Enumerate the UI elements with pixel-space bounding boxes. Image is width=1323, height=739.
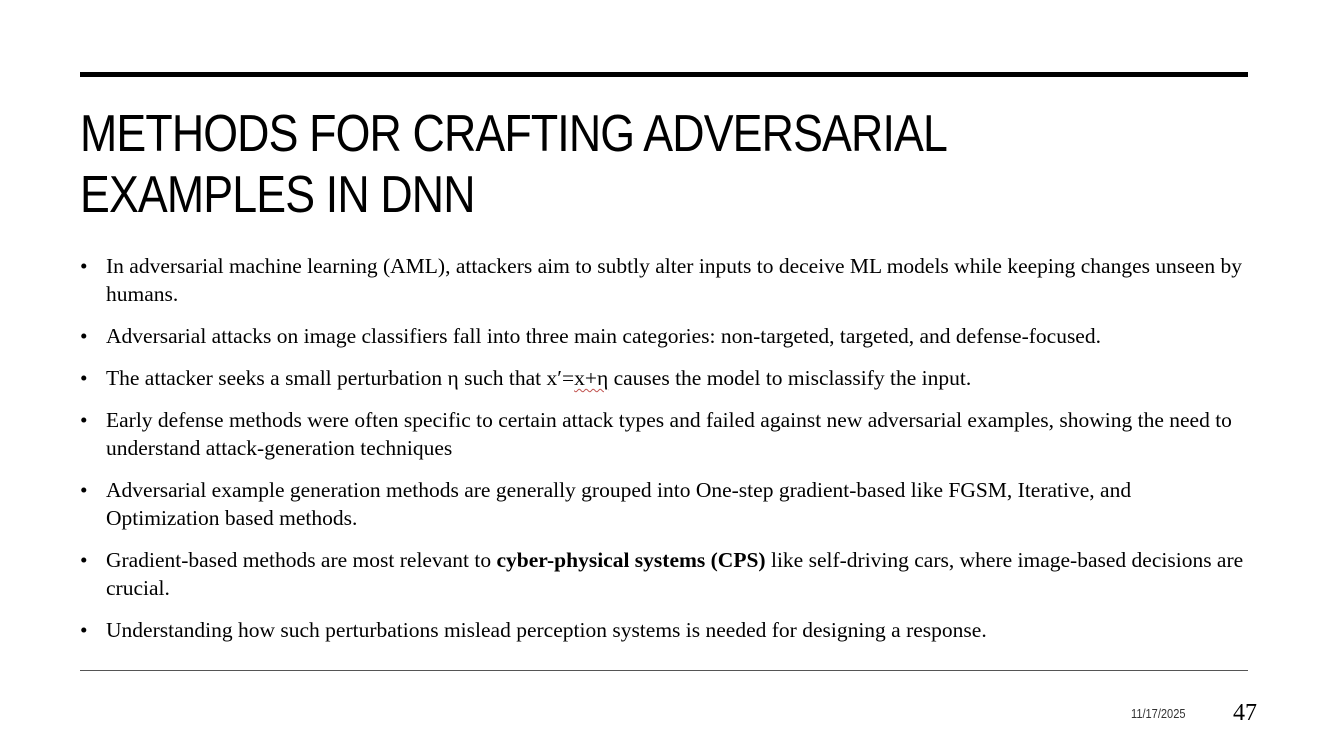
bullet-dot-icon: • bbox=[80, 618, 88, 642]
bullet-text-before: The attacker seeks a small perturbation η such that x′= bbox=[106, 366, 575, 390]
spellcheck-flagged-text[interactable]: x+η bbox=[574, 366, 609, 390]
bullet-item bbox=[80, 406, 1248, 462]
slide-title bbox=[80, 104, 1084, 226]
bullet-text-before: Gradient-based methods are most relevant to bbox=[106, 548, 497, 572]
bullet-item bbox=[80, 252, 1248, 308]
bullet-bold-term: cyber-physical systems (CPS) bbox=[496, 548, 766, 572]
bullet-text-after: causes the model to misclassify the input. bbox=[608, 366, 972, 390]
bullet-item bbox=[80, 616, 1248, 644]
bullet-text: Understanding how such perturbations mislead perception systems is needed for designing a response. bbox=[106, 618, 987, 642]
bullet-text-after: like self-driving cars, where image-based decisions are crucial. bbox=[106, 548, 1244, 600]
text-box-bottom-edge bbox=[80, 670, 1248, 671]
slide-title-line-1: METHODS FOR CRAFTING ADVERSARIAL bbox=[80, 105, 948, 163]
bullet-item bbox=[80, 322, 1248, 350]
bullet-dot-icon: • bbox=[80, 478, 88, 502]
title-top-rule bbox=[80, 72, 1248, 77]
bullet-text: Adversarial example generation methods are generally grouped into One-step gradient-based like FGSM, Iterative, and Optimization based methods. bbox=[106, 478, 1132, 530]
bullet-dot-icon: • bbox=[80, 548, 88, 572]
bullet-list bbox=[80, 252, 1248, 658]
bullet-dot-icon: • bbox=[80, 254, 88, 278]
footer-date: 11/17/2025 bbox=[1131, 706, 1186, 721]
bullet-dot-icon: • bbox=[80, 408, 88, 432]
bullet-item bbox=[80, 546, 1248, 602]
bullet-text: Early defense methods were often specific to certain attack types and failed against new adversarial examples, showing the need to understand attack-generation techniques bbox=[106, 408, 1232, 460]
bullet-text: Adversarial attacks on image classifiers fall into three main categories: non-targeted, targeted, and defense-focused. bbox=[106, 324, 1101, 348]
bullet-text: In adversarial machine learning (AML), attackers aim to subtly alter inputs to deceive ML models while keeping changes unseen by humans. bbox=[106, 254, 1242, 306]
bullet-item bbox=[80, 364, 1248, 392]
bullet-dot-icon: • bbox=[80, 324, 88, 348]
bullet-dot-icon: • bbox=[80, 366, 88, 390]
slide-page-number: 47 bbox=[1233, 700, 1257, 726]
slide-title-line-2: EXAMPLES IN DNN bbox=[80, 166, 475, 224]
bullet-item bbox=[80, 476, 1248, 532]
